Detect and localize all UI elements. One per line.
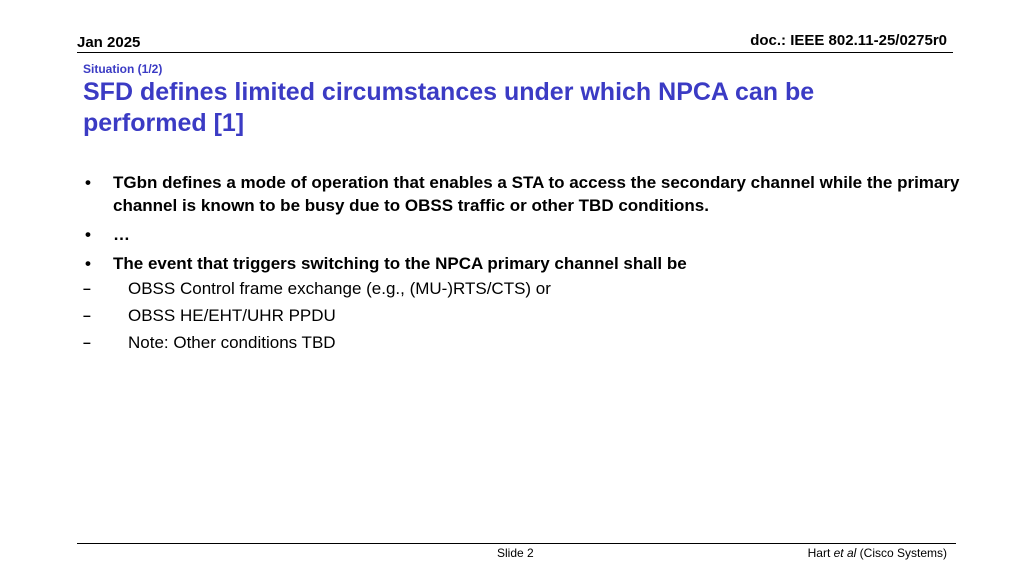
footer-slide-number: Slide 2 — [497, 546, 534, 560]
subbullet-text: Note: Other conditions TBD — [128, 333, 336, 352]
footer-author — [808, 546, 947, 560]
footer-author-etal: et al — [833, 546, 857, 560]
subbullet-marker: – — [83, 307, 91, 323]
bullet-text: … — [113, 225, 130, 244]
subbullet-text: OBSS HE/EHT/UHR PPDU — [128, 306, 336, 325]
footer-author-name: Hart — [807, 546, 831, 560]
bullet-text: TGbn defines a mode of operation that enables a STA to access the secondary channel while the primary channel is known to be busy due to OBSS traffic or other TBD conditions. — [113, 173, 960, 215]
subbullet-marker: – — [83, 334, 91, 350]
subbullet-text: OBSS Control frame exchange (e.g., (MU-)RTS/CTS) or — [128, 279, 551, 298]
slide-kicker: Situation (1/2) — [83, 62, 163, 76]
header-doc-id: doc.: IEEE 802.11-25/0275r0 — [750, 32, 947, 49]
header-rule — [77, 52, 953, 53]
subbullet-marker: – — [83, 280, 91, 296]
bullet-item — [83, 223, 983, 246]
bullet-item — [83, 171, 983, 217]
bullet-marker: • — [85, 225, 91, 244]
footer-rule — [77, 543, 956, 544]
footer-author-org: (Cisco Systems) — [859, 546, 947, 560]
bullet-item — [83, 252, 983, 275]
bullet-text: The event that triggers switching to the NPCA primary channel shall be — [113, 254, 687, 273]
subbullet-item — [83, 304, 983, 327]
slide-body — [83, 171, 983, 358]
subbullet-item — [83, 277, 983, 300]
header-date: Jan 2025 — [77, 34, 141, 51]
subbullet-item — [83, 331, 983, 354]
slide-title: SFD defines limited circumstances under which NPCA can be performed [1] — [83, 78, 815, 137]
bullet-marker: • — [85, 254, 91, 273]
bullet-marker: • — [85, 173, 91, 192]
